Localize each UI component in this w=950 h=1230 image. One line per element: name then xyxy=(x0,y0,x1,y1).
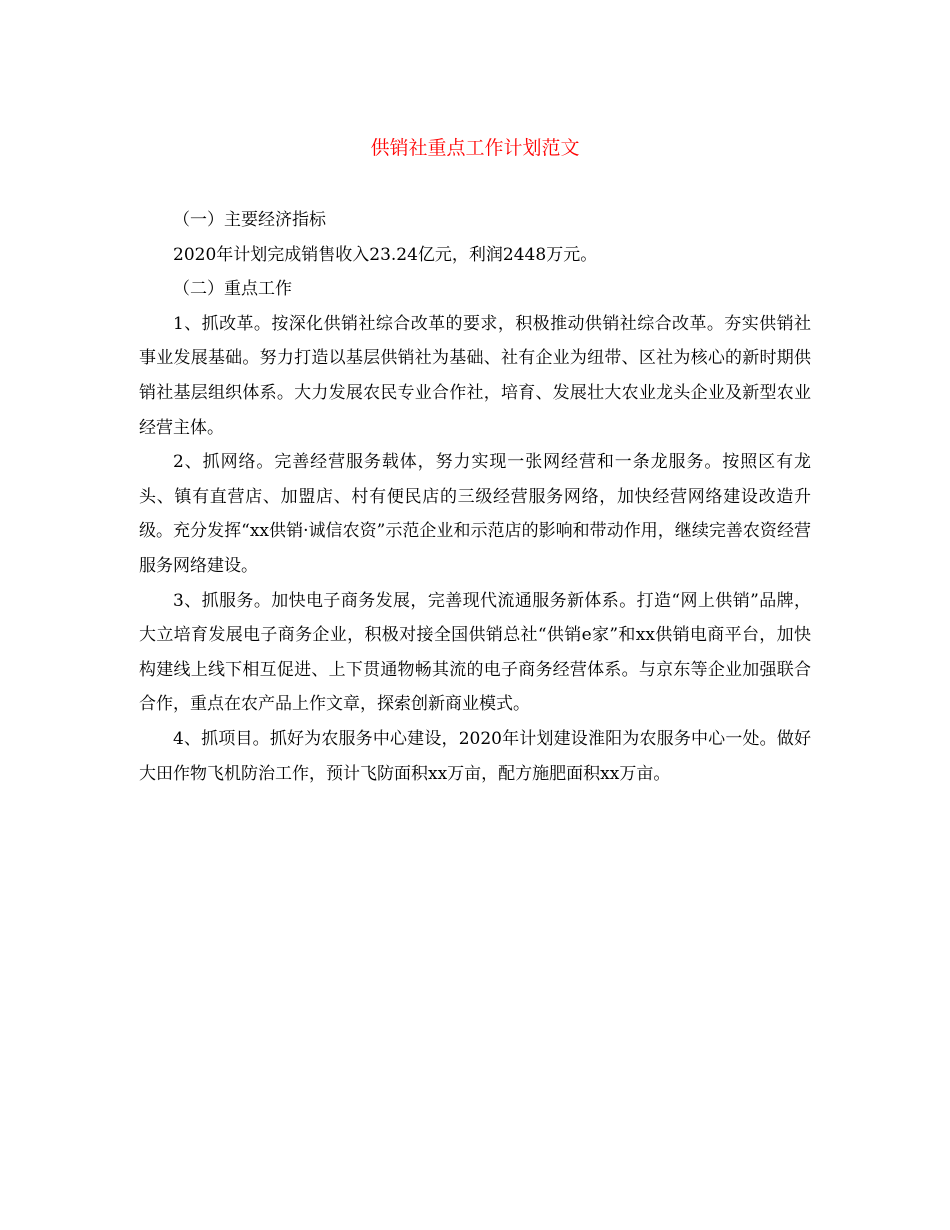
document-title: 供销社重点工作计划范文 xyxy=(370,137,580,159)
paragraph-reform: 1、抓改革。按深化供销社综合改革的要求，积极推动供销社综合改革。夯实供销社事业发展基础。努力打造以基层供销社为基础、社有企业为纽带、区社为核心的新时期供销社基层组织体系。大力发展农民专业合作社，培育、发展壮大农业龙头企业及新型农业经营主体。 xyxy=(139,313,811,438)
paragraph-service: 3、抓服务。加快电子商务发展，完善现代流通服务新体系。打造“网上供销”品牌，大立培育发展电子商务企业，积极对接全国供销总社“供销e家”和xx供销电商平台，加快构建线上线下相互促进、上下贯通物畅其流的电子商务经营体系。与京东等企业加强联合合作，重点在农产品上作文章，探索创新商业模式。 xyxy=(139,590,811,715)
paragraph-network: 2、抓网络。完善经营服务载体，努力实现一张网经营和一条龙服务。按照区有龙头、镇有直营店、加盟店、村有便民店的三级经营服务网络，加快经营网络建设改造升级。充分发挥“xx供销·诚信农资”示范企业和示范店的影响和带动作用，继续完善农资经营服务网络建设。 xyxy=(139,452,811,576)
section-heading-key-work: （二）重点工作 xyxy=(173,279,292,300)
document-body xyxy=(139,203,811,791)
paragraph-sales-target: 2020年计划完成销售收入23.24亿元，利润2448万元。 xyxy=(173,244,598,265)
section-heading-economic-indicators: （一）主要经济指标 xyxy=(173,210,326,230)
paragraph-projects: 4、抓项目。抓好为农服务中心建设，2020年计划建设淮阳为农服务中心一处。做好大田作物飞机防治工作，预计飞防面积xx万亩，配方施肥面积xx万亩。 xyxy=(139,728,811,784)
